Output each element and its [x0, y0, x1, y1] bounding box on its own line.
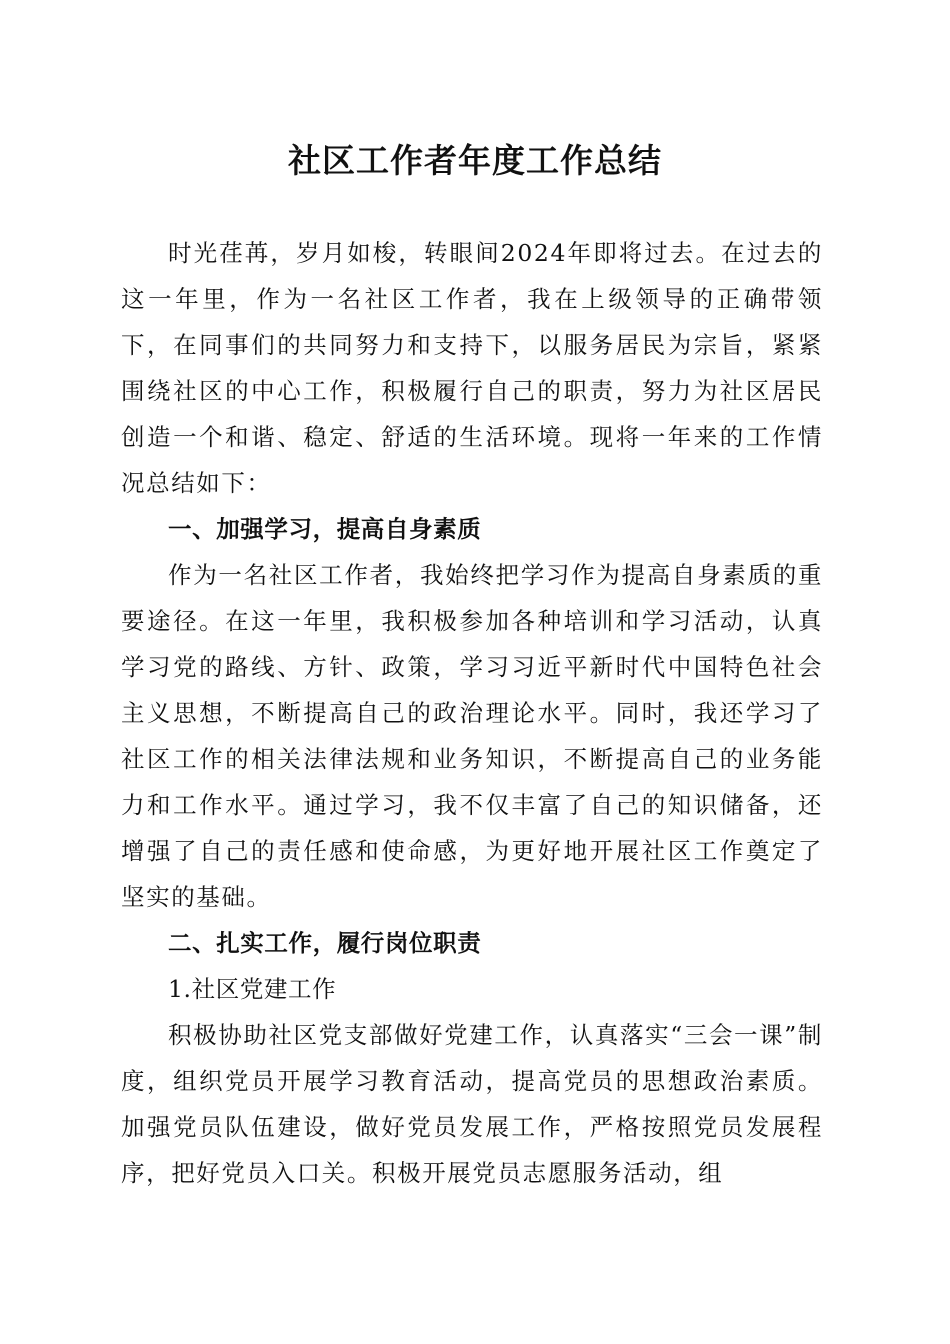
section-1-paragraph: 作为一名社区工作者，我始终把学习作为提高自身素质的重要途径。在这一年里，我积极参加各种培训和学习活动，认真学习党的路线、方针、政策，学习习近平新时代中国特色社会主义思想，不断提高自己的政治理论水平。同时，我还学习了社区工作的相关法律法规和业务知识，不断提高自己的业务能力和工作水平。通过学习，我不仅丰富了自己的知识储备，还增强了自己的责任感和使命感，为更好地开展社区工作奠定了坚实的基础。 — [121, 561, 823, 911]
section-2-1-heading: 1.社区党建工作 — [168, 975, 337, 1003]
document-title: 社区工作者年度工作总结 — [288, 141, 662, 180]
section-2-heading: 二、扎实工作，履行岗位职责 — [168, 929, 482, 957]
intro-paragraph: 时光荏苒，岁月如梭，转眼间2024年即将过去。在过去的这一年里，作为一名社区工作者，我在上级领导的正确带领下，在同事们的共同努力和支持下，以服务居民为宗旨，紧紧围绕社区的中心工作，积极履行自己的职责，努力为社区居民创造一个和谐、稳定、舒适的生活环境。现将一年来的工作情况总结如下： — [121, 239, 823, 497]
section-1-heading: 一、加强学习，提高自身素质 — [168, 515, 482, 543]
section-2-1-paragraph: 积极协助社区党支部做好党建工作，认真落实“三会一课”制度，组织党员开展学习教育活动，提高党员的思想政治素质。加强党员队伍建设，做好党员发展工作，严格按照党员发展程序，把好党员入口关。积极开展党员志愿服务活动，组 — [121, 1021, 823, 1187]
document-body — [121, 230, 823, 1196]
